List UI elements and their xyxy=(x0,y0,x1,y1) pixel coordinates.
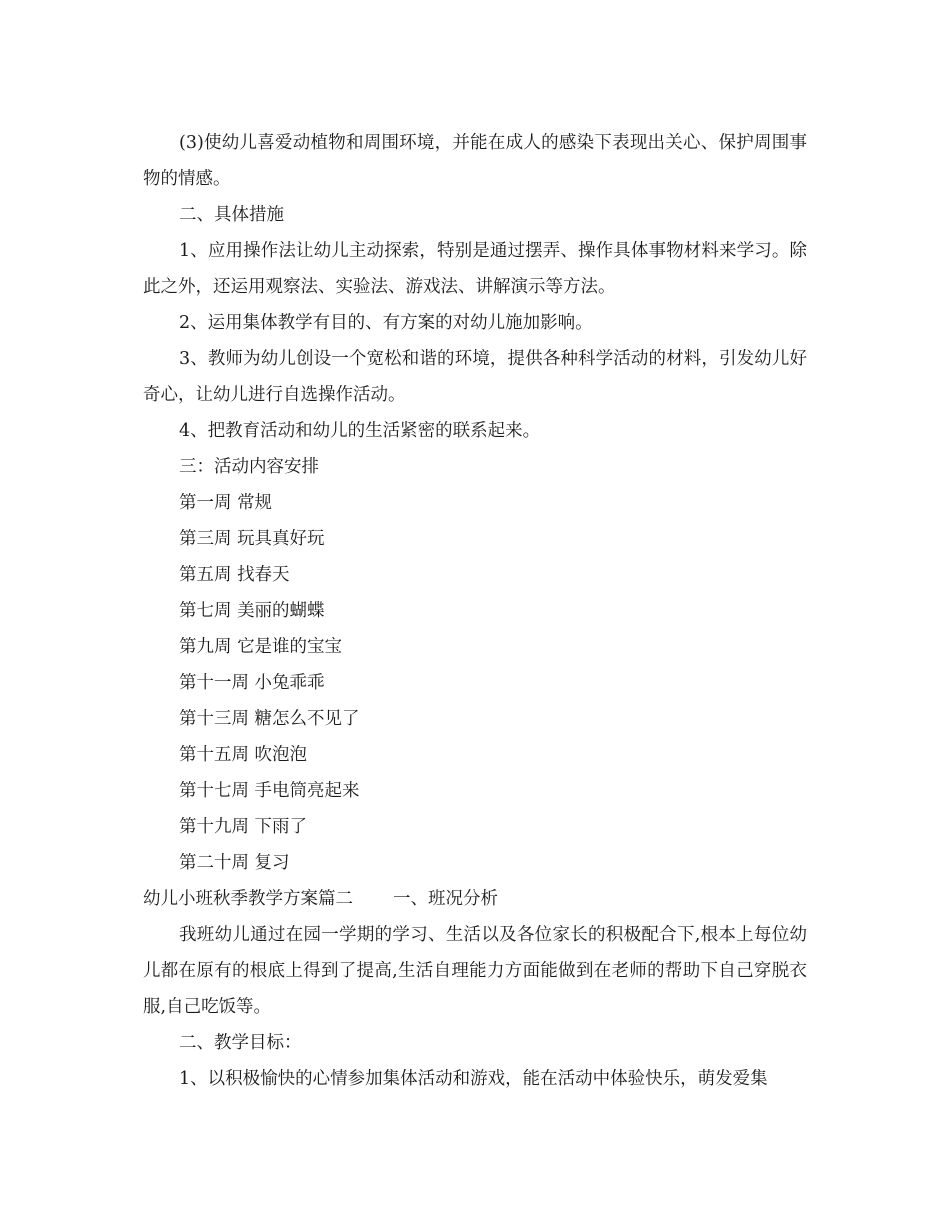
schedule-item-week-13: 第十三周 糖怎么不见了 xyxy=(179,709,360,729)
class-analysis-paragraph: 我班幼儿通过在园一学期的学习、生活以及各位家长的积极配合下,根本上每位幼儿都在原有的根底上得到了提高,生活自理能力方面能做到在老师的帮助下自己穿脱衣服,自己吃饭等。 xyxy=(143,925,807,1017)
schedule-item-week-19: 第十九周 下雨了 xyxy=(179,817,308,837)
schedule-heading: 三：活动内容安排 xyxy=(179,457,319,477)
schedule-item-week-20: 第二十周 复习 xyxy=(179,853,290,873)
schedule-item-week-5: 第五周 找春天 xyxy=(179,565,290,585)
part-2-title: 幼儿小班秋季教学方案篇二 xyxy=(143,889,353,909)
schedule-item-week-7: 第七周 美丽的蝴蝶 xyxy=(179,601,325,621)
schedule-item-week-1: 第一周 常规 xyxy=(179,493,273,513)
schedule-item-week-9: 第九周 它是谁的宝宝 xyxy=(179,637,343,657)
teaching-goals-heading: 二、教学目标： xyxy=(179,1033,302,1053)
goal-3-paragraph: (3)使幼儿喜爱动植物和周围环境，并能在成人的感染下表现出关心、保护周围事物的情感。 xyxy=(143,133,807,189)
teaching-goal-1-paragraph: 1、以积极愉快的心情参加集体活动和游戏，能在活动中体验快乐，萌发爱集 xyxy=(179,1069,768,1089)
schedule-item-week-3: 第三周 玩具真好玩 xyxy=(179,529,325,549)
schedule-item-week-15: 第十五周 吹泡泡 xyxy=(179,745,308,765)
measure-3-paragraph: 3、教师为幼儿创设一个宽松和谐的环境，提供各种科学活动的材料，引发幼儿好奇心，让幼儿进行自选操作活动。 xyxy=(143,349,807,405)
measure-4-paragraph: 4、把教育活动和幼儿的生活紧密的联系起来。 xyxy=(179,421,541,441)
class-analysis-heading: 一、班况分析 xyxy=(393,889,498,909)
measure-2-paragraph: 2、运用集体教学有目的、有方案的对幼儿施加影响。 xyxy=(179,313,593,333)
measures-heading: 二、具体措施 xyxy=(179,205,284,225)
measure-1-paragraph: 1、应用操作法让幼儿主动探索，特别是通过摆弄、操作具体事物材料来学习。除此之外，还运用观察法、实验法、游戏法、讲解演示等方法。 xyxy=(143,241,807,297)
document-body xyxy=(143,125,807,1097)
part-2-heading-line xyxy=(143,881,807,917)
schedule-item-week-17: 第十七周 手电筒亮起来 xyxy=(179,781,360,801)
schedule-item-week-11: 第十一周 小兔乖乖 xyxy=(179,673,325,693)
